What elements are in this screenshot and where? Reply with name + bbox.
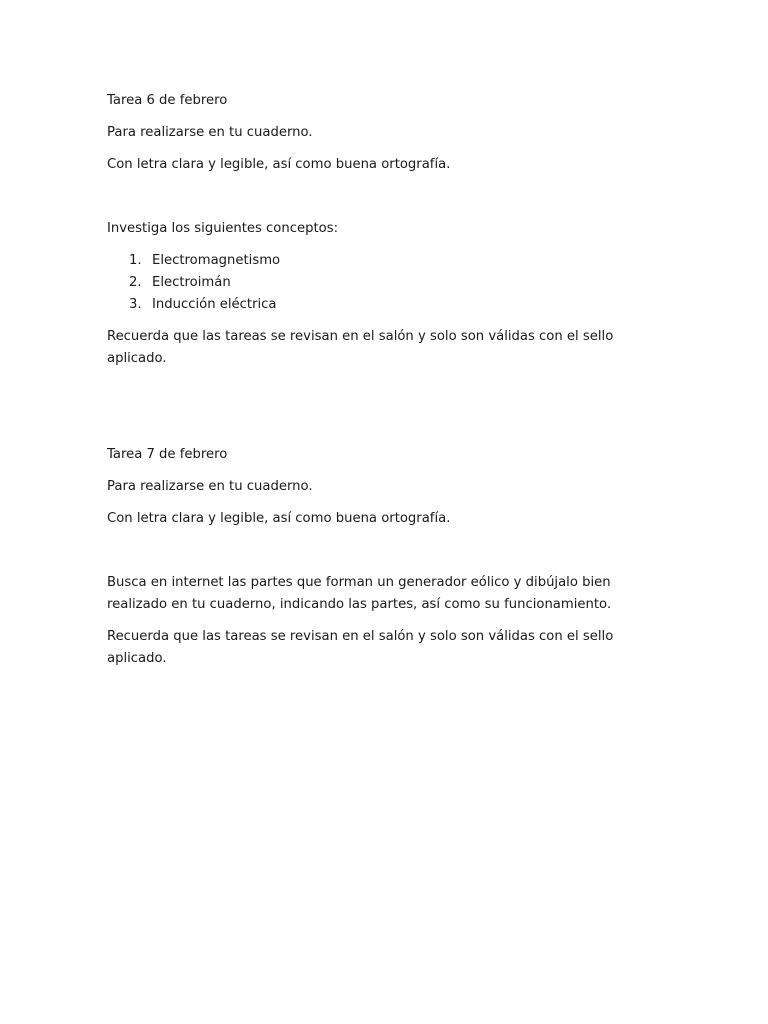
list-item [107, 250, 667, 272]
spacer [107, 186, 667, 218]
task-line-notebook: Para realizarse en tu cuaderno. [107, 125, 313, 140]
spacer [107, 380, 667, 444]
task-line-handwriting: Con letra clara y legible, así como buena ortografía. [107, 157, 451, 172]
concepts-list [107, 250, 667, 316]
task-instruction: Busca en internet las partes que forman un generador eólico y dibújalo bien realizado en tu cuaderno, indicando las partes, así como su funcionamiento. [107, 575, 612, 612]
list-item-number: 1. [129, 253, 142, 268]
list-item [107, 294, 667, 316]
task-title: Tarea 7 de febrero [107, 447, 228, 462]
task-line-handwriting: Con letra clara y legible, así como buena ortografía. [107, 511, 451, 526]
list-item-text: Inducción eléctrica [152, 297, 277, 312]
list-item-text: Electroimán [152, 275, 231, 290]
list-item [107, 272, 667, 294]
task-7-february [107, 444, 667, 670]
task-6-february [107, 90, 667, 370]
document-page [107, 90, 667, 680]
list-item-number: 2. [129, 275, 142, 290]
task-intro: Investiga los siguientes conceptos: [107, 221, 339, 236]
spacer [107, 540, 667, 572]
task-line-notebook: Para realizarse en tu cuaderno. [107, 479, 313, 494]
task-title: Tarea 6 de febrero [107, 93, 228, 108]
list-item-number: 3. [129, 297, 142, 312]
list-item-text: Electromagnetismo [152, 253, 281, 268]
task-reminder: Recuerda que las tareas se revisan en el salón y solo son válidas con el sello aplicado. [107, 329, 614, 366]
task-reminder: Recuerda que las tareas se revisan en el salón y solo son válidas con el sello aplicado. [107, 629, 614, 666]
